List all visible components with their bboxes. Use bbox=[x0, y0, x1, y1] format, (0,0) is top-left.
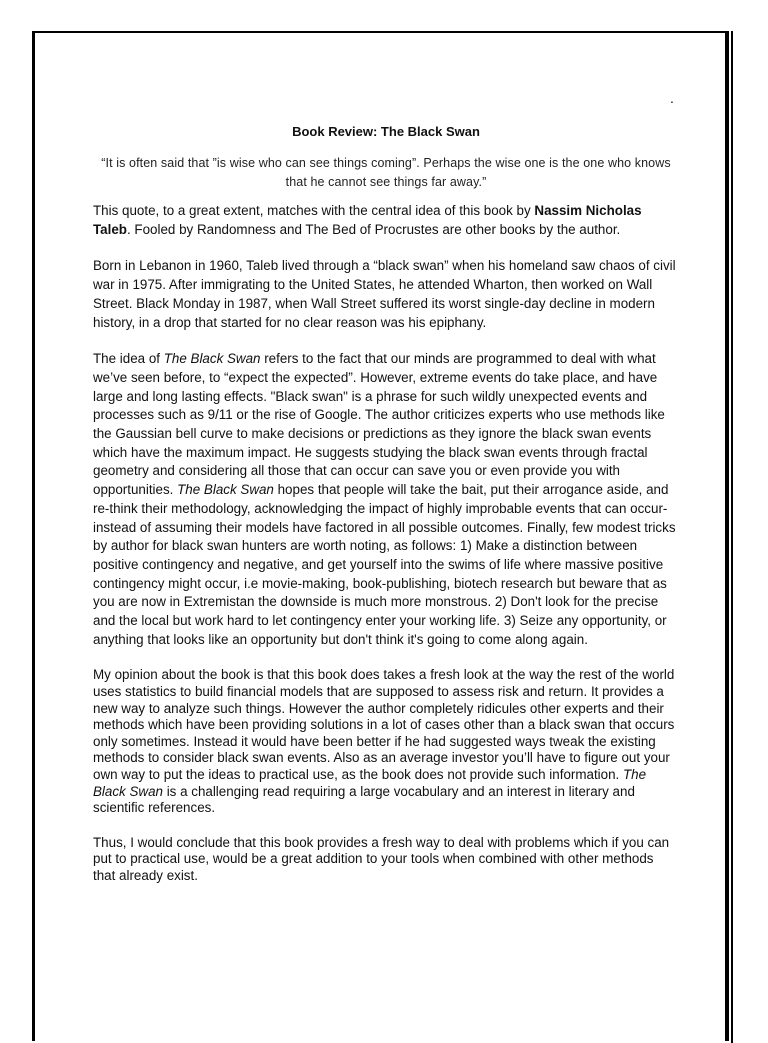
paragraph-intro bbox=[93, 202, 679, 239]
author-name: Nassim Nicholas Taleb bbox=[93, 203, 642, 237]
book-title-italic-1: The Black Swan bbox=[163, 351, 261, 367]
corner-mark: . bbox=[670, 90, 674, 106]
paragraph-intro-text: This quote, to a great extent, matches with the central idea of this book by bbox=[93, 203, 535, 218]
paragraph-idea-text-1: The idea of bbox=[93, 351, 164, 367]
document-title: Book Review: The Black Swan bbox=[292, 124, 480, 139]
epigraph-quote: “It is often said that ”is wise who can see things coming”. Perhaps the wise one is the one who knows that he cannot see things far away.” bbox=[101, 156, 671, 189]
document-body bbox=[93, 120, 679, 903]
book-title-italic-2: The Black Swan bbox=[177, 482, 274, 498]
paragraph-conclusion: Thus, I would conclude that this book provides a fresh way to deal with problems which if you can put to practical use, would be a great addition to your tools when combined with other methods that already exist. bbox=[93, 834, 670, 883]
paragraph-biography: Born in Lebanon in 1960, Taleb lived through a “black swan” when his homeland saw chaos of civil war in 1975. After immigrating to the United States, he attended Wharton, then worked on Wall Street. Black Monday in 1987, when Wall Street suffered its worst single-day decline in modern history, in a drop that started for no clear reason was his epiphany. bbox=[93, 258, 676, 330]
paragraph-opinion-text-2: is a challenging read requiring a large vocabulary and an interest in literary and scientific references. bbox=[93, 783, 635, 816]
paragraph-idea-text-2: refers to the fact that our minds are programmed to deal with what we’ve seen before, to “expect the expected”. However, extreme events do take place, and have large and long lasting effects. "Black swan" is a phrase for such wildly unexpected events and processes such as 9/11 or the rise of Google. The author criticizes experts who use methods like the Gaussian bell curve to make decisions or predictions as they ignore the black swan events which have the maximum impact. He suggests studying the black swan events through fractal geometry and considering all those that can occur can save you or even provide you with opportunities. bbox=[93, 351, 665, 498]
paragraph-opinion bbox=[93, 667, 679, 816]
paragraph-idea bbox=[93, 350, 679, 649]
paragraph-idea-text-3: hopes that people will take the bait, put their arrogance aside, and re-think their methodology, acknowledging the impact of highly improbable events that can occur- instead of assuming their models have factored in all possible outcomes. Finally, few modest tricks by author for black swan hunters are worth noting, as follows: 1) Make a distinction between positive contingency and negative, and get yourself into the swims of life where massive positive contingency might occur, i.e movie-making, book-publishing, biotech research but beware that as you are now in Extremistan the downside is much more monstrous. 2) Don't look for the precise and the local but work hard to let contingency enter your working life. 3) Seize any opportunity, or anything that looks like an opportunity but don't think it's going to come along again. bbox=[93, 482, 676, 647]
book-title-italic-3: The Black Swan bbox=[93, 767, 647, 799]
paragraph-intro-text-end: . Fooled by Randomness and The Bed of Procrustes are other books by the author. bbox=[126, 221, 621, 237]
paragraph-opinion-text-1: My opinion about the book is that this book does takes a fresh look at the way the rest of the world uses statistics to build financial models that are supposed to assess risk and return. It provides a new way to analyze such things. However the author completely ridicules other experts and their methods which have been providing solutions in a lot of cases other than a black swan that occurs only sometimes. Instead it would have been better if he had suggested ways tweak the existing methods to consider black swan events. Also as an average investor you’ll have to figure out your own way to put the ideas to practical use, as the book does not provide such information. bbox=[93, 667, 675, 783]
